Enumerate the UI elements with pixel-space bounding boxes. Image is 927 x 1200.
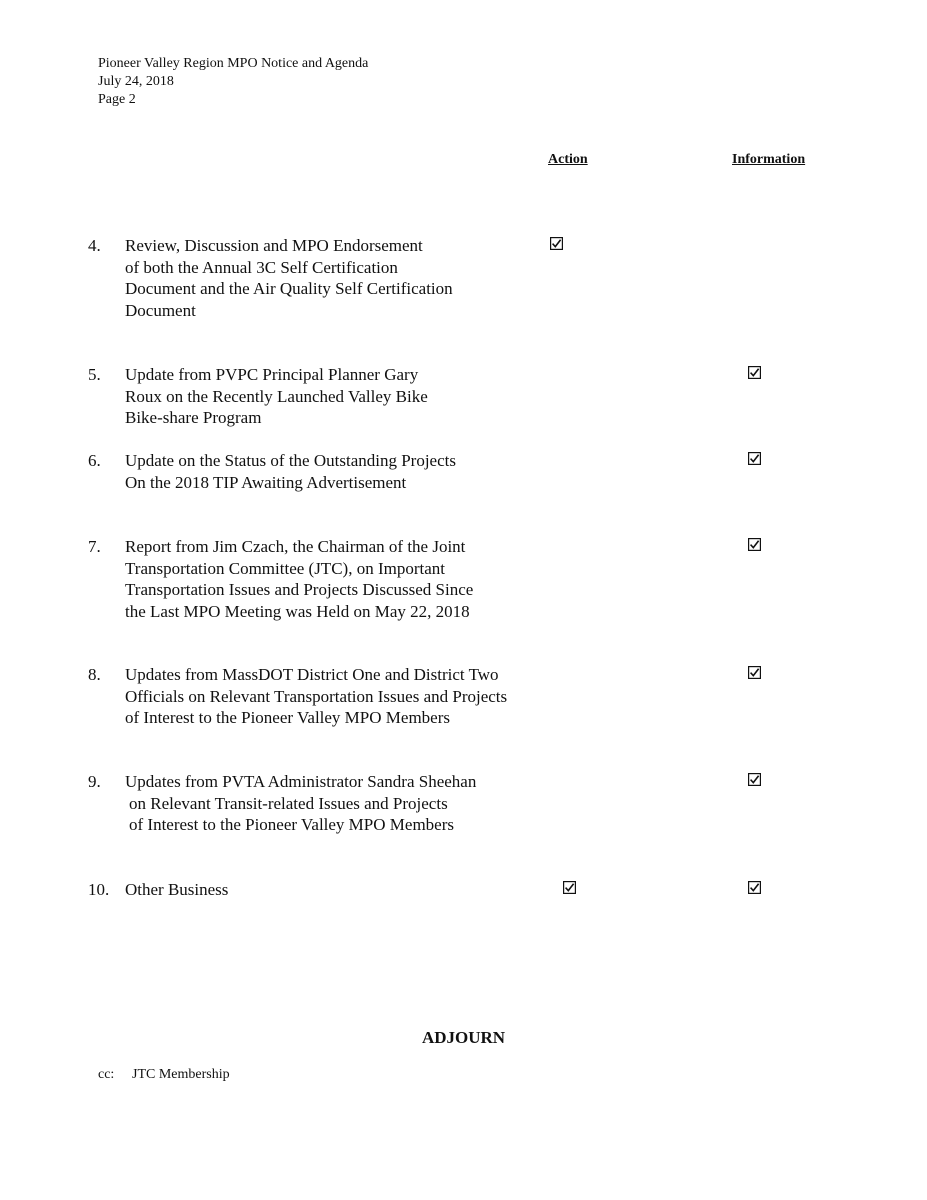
agenda-item-line: of Interest to the Pioneer Valley MPO Members: [125, 708, 450, 728]
information-checked-box-icon: [748, 452, 761, 465]
agenda-item-text: [125, 879, 228, 901]
agenda-item-line: of Interest to the Pioneer Valley MPO Members: [129, 815, 454, 835]
header-page-number: Page 2: [98, 92, 136, 107]
agenda-item-line: on Relevant Transit-related Issues and Projects: [129, 793, 448, 813]
agenda-item-text: [125, 771, 476, 836]
agenda-item-line: Update on the Status of the Outstanding Projects: [125, 451, 456, 470]
action-checked-box-icon: [563, 881, 576, 894]
agenda-item-line: Roux on the Recently Launched Valley Bike: [125, 386, 428, 406]
action-checked-box-icon: [550, 237, 563, 250]
cc-recipients: JTC Membership: [132, 1067, 230, 1082]
agenda-item-line: Report from Jim Czach, the Chairman of the Joint: [125, 537, 466, 556]
agenda-item-line: On the 2018 TIP Awaiting Advertisement: [125, 472, 407, 492]
column-heading-information: Information: [732, 152, 806, 167]
agenda-item-text: [125, 235, 453, 321]
header-org-line: Pioneer Valley Region MPO Notice and Agenda: [98, 56, 369, 71]
agenda-item-line: Officials on Relevant Transportation Issues and Projects: [125, 686, 508, 706]
agenda-item-line: Bike-share Program: [125, 408, 262, 428]
agenda-item-line: Other Business: [125, 880, 229, 899]
document-header: [98, 55, 368, 109]
agenda-item-line: of both the Annual 3C Self Certification: [125, 257, 398, 277]
agenda-item-line: Update from PVPC Principal Planner Gary: [125, 365, 419, 384]
column-heading-action: Action: [548, 152, 588, 167]
agenda-item-line: the Last MPO Meeting was Held on May 22, 2018: [125, 601, 470, 621]
header-date: July 24, 2018: [98, 74, 174, 89]
agenda-item-number: 5.: [88, 365, 101, 384]
agenda-item-text: [125, 664, 507, 729]
agenda-item-number: 7.: [88, 537, 101, 556]
information-checked-box-icon: [748, 538, 761, 551]
agenda-item-line: Transportation Committee (JTC), on Important: [125, 558, 445, 578]
agenda-item-line: Document and the Air Quality Self Certification: [125, 279, 453, 299]
agenda-item-number: 10.: [88, 880, 110, 899]
agenda-item-line: Updates from MassDOT District One and District Two: [125, 665, 499, 684]
agenda-item-text: [125, 536, 473, 622]
agenda-item-line: Document: [125, 300, 196, 320]
agenda-item-number: 6.: [88, 451, 101, 470]
agenda-item-text: [125, 364, 428, 429]
information-checked-box-icon: [748, 666, 761, 679]
agenda-item-number: 8.: [88, 665, 101, 684]
cc-label: cc:: [98, 1067, 115, 1082]
information-checked-box-icon: [748, 366, 761, 379]
agenda-item-line: Updates from PVTA Administrator Sandra Sheehan: [125, 772, 477, 791]
agenda-item-number: 9.: [88, 772, 101, 791]
information-checked-box-icon: [748, 773, 761, 786]
cc-line: [98, 1067, 230, 1083]
adjourn-heading: ADJOURN: [421, 1028, 506, 1047]
agenda-item-line: Review, Discussion and MPO Endorsement: [125, 236, 423, 255]
agenda-item-line: Transportation Issues and Projects Discussed Since: [125, 580, 474, 600]
agenda-item-number: 4.: [88, 236, 101, 255]
agenda-item-text: [125, 450, 456, 493]
information-checked-box-icon: [748, 881, 761, 894]
